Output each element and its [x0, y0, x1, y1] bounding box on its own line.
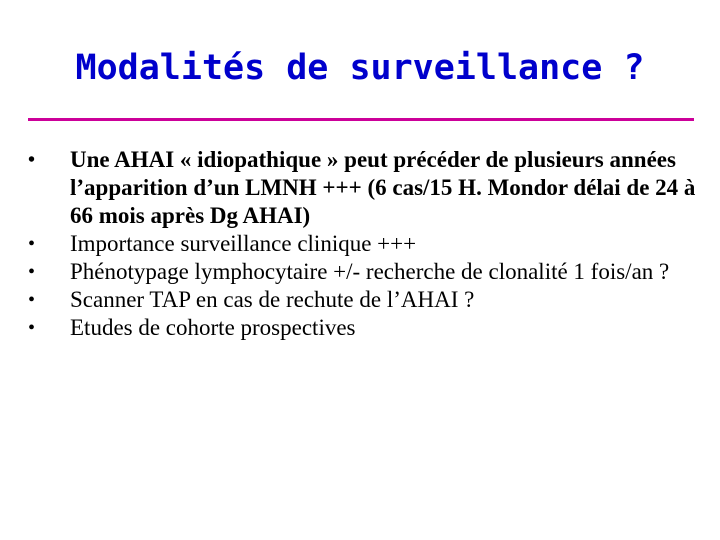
bullet-item — [28, 258, 696, 286]
bullet-text: Scanner TAP en cas de rechute de l’AHAI ? — [70, 287, 475, 312]
bullet-item — [28, 146, 696, 230]
bullet-icon: • — [28, 149, 36, 171]
title-underline — [28, 118, 694, 121]
bullet-icon: • — [28, 289, 36, 311]
bullet-icon: • — [28, 233, 36, 255]
bullet-icon: • — [28, 261, 36, 283]
bullet-text: Importance surveillance clinique +++ — [70, 231, 417, 256]
bullet-item — [28, 230, 696, 258]
bullet-list — [28, 146, 696, 342]
bullet-item — [28, 314, 696, 342]
slide-title: Modalités de surveillance ? — [75, 48, 645, 88]
bullet-text: Etudes de cohorte prospectives — [70, 315, 356, 340]
bullet-text: Phénotypage lymphocytaire +/- recherche de clonalité 1 fois/an ? — [70, 259, 670, 284]
bullet-icon: • — [28, 317, 36, 339]
bullet-text: Une AHAI « idiopathique » peut précéder de plusieurs années l’apparition d’un LMNH +++ (6 cas/15 H. Mondor délai de 24 à 66 mois après Dg AHAI) — [70, 147, 696, 228]
bullet-item — [28, 286, 696, 314]
